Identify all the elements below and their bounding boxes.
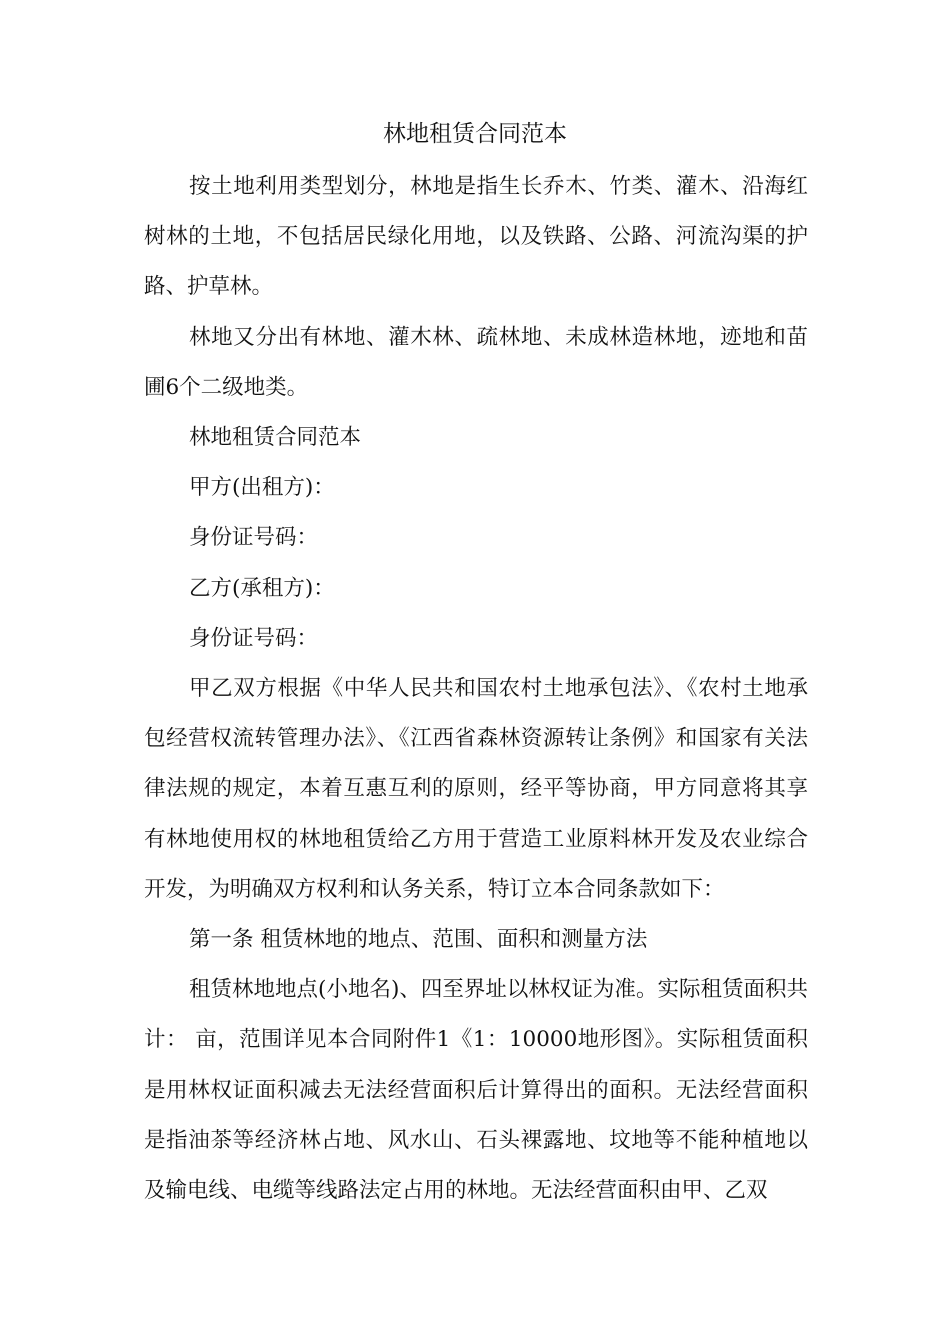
paragraph-contract-heading: 林地租赁合同范本 [189, 425, 362, 451]
paragraph-article-one-heading: 第一条 租赁林地的地点、范围、面积和测量方法 [189, 927, 648, 953]
paragraph-party-a: 甲方(出租方)： [189, 475, 335, 501]
paragraph-article-one-body: 租赁林地地点(小地名)、四至界址以林权证为准。实际租赁面积共计： 亩，范围详见本合同附件1《1：10000地形图》。实际租赁面积是用林权证面积减去无法经营面积后计算得出的面积。无法经营面积是指油茶等经济林占地、风水山、石头裸露地、坟地等不能种植地以及输电线、电缆等线路法定占用的林地。无法经营面积由甲、乙双 [144, 977, 808, 1204]
paragraph-land-definition: 按土地利用类型划分，林地是指生长乔木、竹类、灌木、沿海红树林的土地，不包括居民绿化用地，以及铁路、公路、河流沟渠的护路、护草林。 [144, 174, 808, 300]
paragraph-land-categories: 林地又分出有林地、灌木林、疏林地、未成林造林地，迹地和苗圃6个二级地类。 [144, 324, 808, 400]
document-title: 林地租赁合同范本 [383, 121, 567, 147]
paragraph-party-b: 乙方(承租方)： [189, 575, 335, 601]
paragraph-party-b-id: 身份证号码： [189, 625, 319, 651]
document-body [144, 162, 808, 1216]
paragraph-preamble: 甲乙双方根据《中华人民共和国农村土地承包法》、《农村土地承包经营权流转管理办法》、《江西省森林资源转让条例》和国家有关法律法规的规定，本着互惠互利的原则，经平等协商，甲方同意将其享有林地使用权的林地租赁给乙方用于营造工业原料林开发及农业综合开发，为明确双方权利和认务关系，特订立本合同条款如下： [144, 676, 808, 902]
paragraph-party-a-id: 身份证号码： [189, 525, 319, 551]
